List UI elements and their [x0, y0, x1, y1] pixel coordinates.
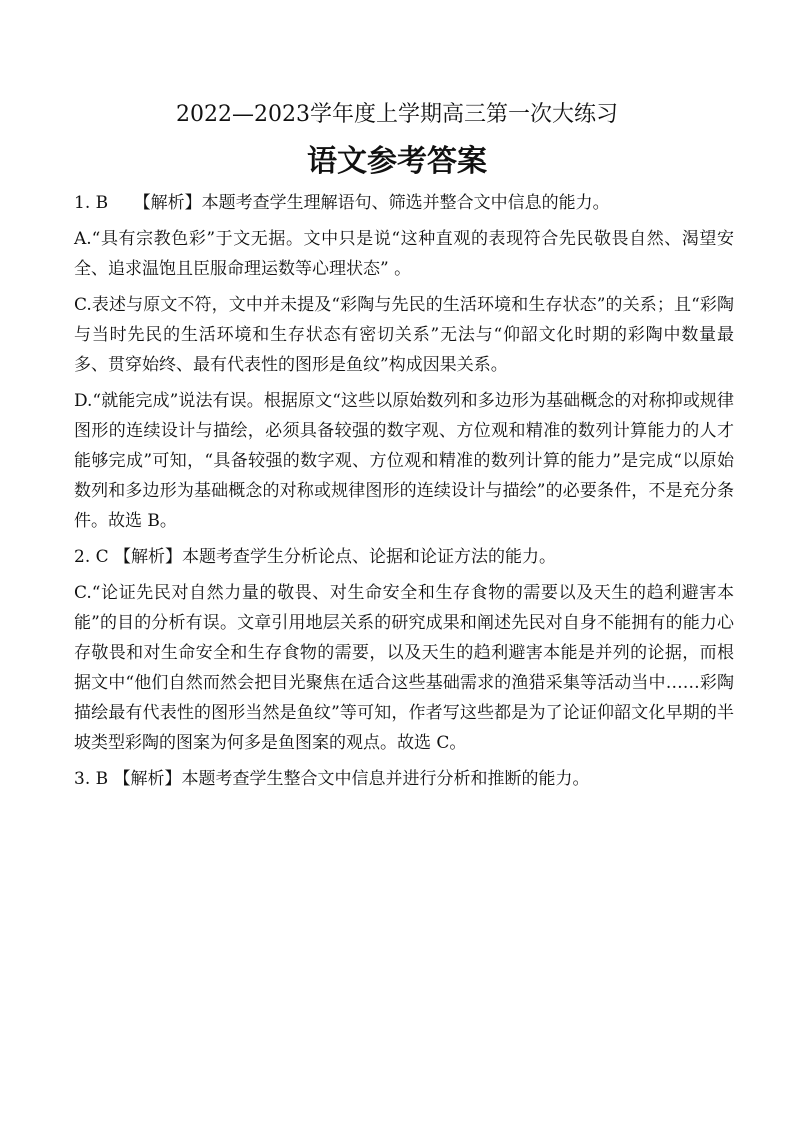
- answer-body: [74, 186, 734, 800]
- document-subtitle: 语文参考答案: [307, 144, 487, 179]
- answer-2-option-c: C.“论证先民对自然力量的敬畏、对生命安全和生存食物的需要以及天生的趋利避害本能”的目的分析有误。文章引用地层关系的研究成果和阐述先民对自身不能拥有的能力心存敬畏和对生命安全和生存食物的需要，以及天生的趋利避害本能是并列的论据，而根据文中“他们自然而然会把目光聚焦在适合这些基础需求的渔猎采集等活动当中……彩陶描绘最有代表性的图形当然是鱼纹”等可知，作者写这些都是为了论证仰韶文化早期的半坡类型彩陶的图案为何多是鱼图案的观点。故选 C。: [74, 583, 734, 753]
- answer-2-heading: 2. C 【解析】本题考查学生分析论点、论据和论证方法的能力。: [74, 547, 557, 567]
- answer-1-option-a: A.“具有宗教色彩”于文无据。文中只是说“这种直观的表现符合先民敬畏自然、渴望安全、追求温饱且臣服命理运数等心理状态” 。: [74, 229, 734, 279]
- document-title: 2022—2023学年度上学期高三第一次大练习: [176, 102, 618, 127]
- answer-3-heading: 3. B 【解析】本题考查学生整合文中信息并进行分析和推断的能力。: [74, 769, 590, 789]
- answer-1-option-d: D.“就能完成”说法有误。根据原文“这些以原始数列和多边形为基础概念的对称抑或规律图形的连续设计与描绘，必须具备较强的数字观、方位观和精准的数列计算能力的人才能够完成”可知，“具备较强的数字观、方位观和精准的数列计算的能力”是完成“以原始数列和多边形为基础概念的对称或规律图形的连续设计与描绘”的必要条件，不是充分条件。故选 B。: [74, 391, 734, 531]
- answer-1-option-c: C.表述与原文不符，文中并未提及“彩陶与先民的生活环境和生存状态”的关系；且“彩陶与当时先民的生活环境和生存状态有密切关系”无法与“仰韶文化时期的彩陶中数量最多、贯穿始终、最有代表性的图形是鱼纹”构成因果关系。: [74, 295, 734, 375]
- answer-1-heading: 1. B 【解析】本题考查学生理解语句、筛选并整合文中信息的能力。: [74, 193, 610, 213]
